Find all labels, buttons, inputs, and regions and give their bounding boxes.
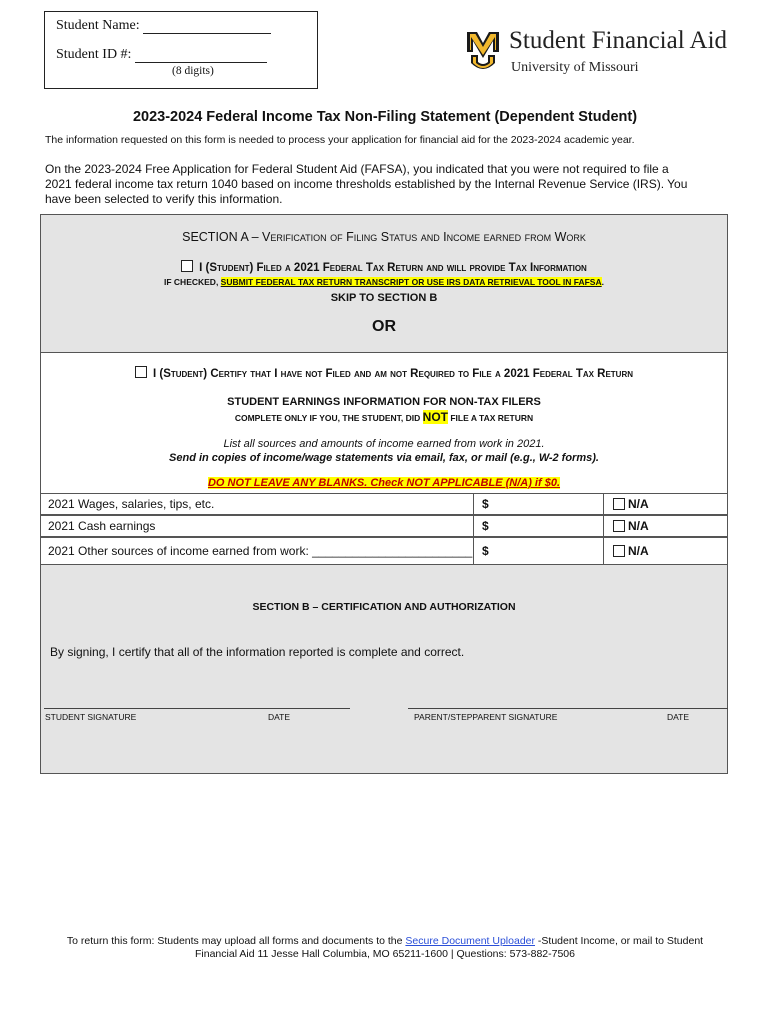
logo-subtitle: University of Missouri xyxy=(511,60,639,75)
transcript-link[interactable]: SUBMIT FEDERAL TAX RETURN TRANSCRIPT OR USE IRS DATA RETRIEVAL TOOL IN FAFSA xyxy=(220,277,602,287)
income-row-cash xyxy=(40,515,728,537)
send-copies-text: Send in copies of income/wage statements via email, fax, or mail (e.g., W-2 forms). xyxy=(169,452,599,464)
fafsa-paragraph-line: have been selected to verify this information. xyxy=(45,192,283,206)
fafsa-paragraph-line: On the 2023-2024 Free Application for Federal Student Aid (FAFSA), you indicated that you were not required to file a xyxy=(45,162,669,176)
student-signature-line[interactable] xyxy=(44,708,350,709)
page-title: 2023-2024 Federal Income Tax Non-Filing Statement (Dependent Student) xyxy=(132,109,638,125)
parent-signature-label: PARENT/STEPPARENT SIGNATURE xyxy=(414,712,558,722)
footer-line-2: Financial Aid 11 Jesse Hall Columbia, MO 65211-1600 | Questions: 573-882-7506 xyxy=(195,948,575,960)
income-row-label: 2021 Wages, salaries, tips, etc. xyxy=(48,497,215,511)
na-label: N/A xyxy=(628,497,649,511)
na-checkbox[interactable] xyxy=(613,545,625,557)
intro-text: The information requested on this form is needed to process your application for financial aid for the 2023-2024 academic year. xyxy=(45,134,635,146)
student-signature-label: STUDENT SIGNATURE xyxy=(45,712,137,722)
income-row-other xyxy=(40,537,728,565)
na-label: N/A xyxy=(628,519,649,533)
student-id-label: Student ID #: xyxy=(56,47,132,62)
earnings-heading: STUDENT EARNINGS INFORMATION FOR NON-TAX FILERS xyxy=(227,396,541,408)
na-checkbox[interactable] xyxy=(613,520,625,532)
section-b-heading: SECTION B – CERTIFICATION AND AUTHORIZATION xyxy=(252,601,516,613)
dollar-field[interactable]: $ xyxy=(482,519,489,533)
dollar-field[interactable]: $ xyxy=(482,544,489,558)
no-blanks-note xyxy=(40,477,728,489)
student-name-label: Student Name: xyxy=(56,18,140,33)
na-option xyxy=(613,494,649,514)
na-option xyxy=(613,538,649,564)
fafsa-paragraph xyxy=(45,162,735,207)
not-filed-option-row xyxy=(40,366,728,380)
footer-line-1 xyxy=(40,935,730,948)
or-divider: OR xyxy=(372,318,396,335)
logo-title: Student Financial Aid xyxy=(509,27,728,54)
not-filed-option-label: I (Student) Certify that I have not Filed and am not Required to File a 2021 Federal Tax Return xyxy=(152,368,634,380)
no-blanks-text: DO NOT LEAVE ANY BLANKS. Check NOT APPLICABLE (N/A) if $0. xyxy=(207,477,561,489)
mizzou-logo-icon xyxy=(466,31,500,71)
skip-instruction: SKIP TO SECTION B xyxy=(330,292,438,304)
footer-post: -Student Income, or mail to Student xyxy=(535,935,704,947)
na-option xyxy=(613,516,649,536)
student-id-hint: (8 digits) xyxy=(172,65,214,77)
income-row-label: 2021 Cash earnings xyxy=(48,519,156,533)
dollar-field[interactable]: $ xyxy=(482,497,489,511)
section-b-panel xyxy=(40,564,728,774)
if-checked-note xyxy=(40,277,728,287)
filed-option-row xyxy=(40,260,728,274)
complete-only-post: FILE A TAX RETURN xyxy=(448,413,534,423)
income-row-wages xyxy=(40,493,728,515)
student-id-row xyxy=(56,47,267,63)
list-sources-text: List all sources and amounts of income earned from work in 2021. xyxy=(223,438,545,450)
complete-only-note xyxy=(40,410,728,424)
filed-option-label: I (Student) Filed a 2021 Federal Tax Return and will provide Tax Information xyxy=(199,262,587,274)
filed-checkbox[interactable] xyxy=(181,260,193,272)
student-name-row xyxy=(56,18,271,34)
not-filed-checkbox[interactable] xyxy=(135,366,147,378)
fafsa-paragraph-line: 2021 federal income tax return 1040 based on income thresholds established by the Internal Revenue Service (IRS). You xyxy=(45,177,688,191)
student-id-field[interactable] xyxy=(135,62,267,63)
if-checked-end: . xyxy=(601,277,604,287)
parent-date-label: DATE xyxy=(667,712,690,722)
section-a-heading: SECTION A – Verification of Filing Status and Income earned from Work xyxy=(182,230,586,244)
footer-pre: To return this form: Students may upload all forms and documents to the xyxy=(66,935,406,947)
income-row-label: 2021 Other sources of income earned from work: ________________________ xyxy=(48,544,473,558)
not-emphasis: NOT xyxy=(422,410,448,424)
student-date-label: DATE xyxy=(268,712,291,722)
secure-uploader-link[interactable]: Secure Document Uploader xyxy=(405,935,535,947)
student-id-box xyxy=(44,11,318,89)
na-label: N/A xyxy=(628,544,649,558)
footer xyxy=(40,935,730,961)
parent-signature-line[interactable] xyxy=(408,708,728,709)
certification-text: By signing, I certify that all of the information reported is complete and correct. xyxy=(50,645,465,659)
complete-only-pre: COMPLETE ONLY IF YOU, THE STUDENT, DID xyxy=(234,413,423,423)
if-checked-prefix: IF CHECKED, xyxy=(164,277,221,287)
na-checkbox[interactable] xyxy=(613,498,625,510)
student-name-field[interactable] xyxy=(143,33,271,34)
